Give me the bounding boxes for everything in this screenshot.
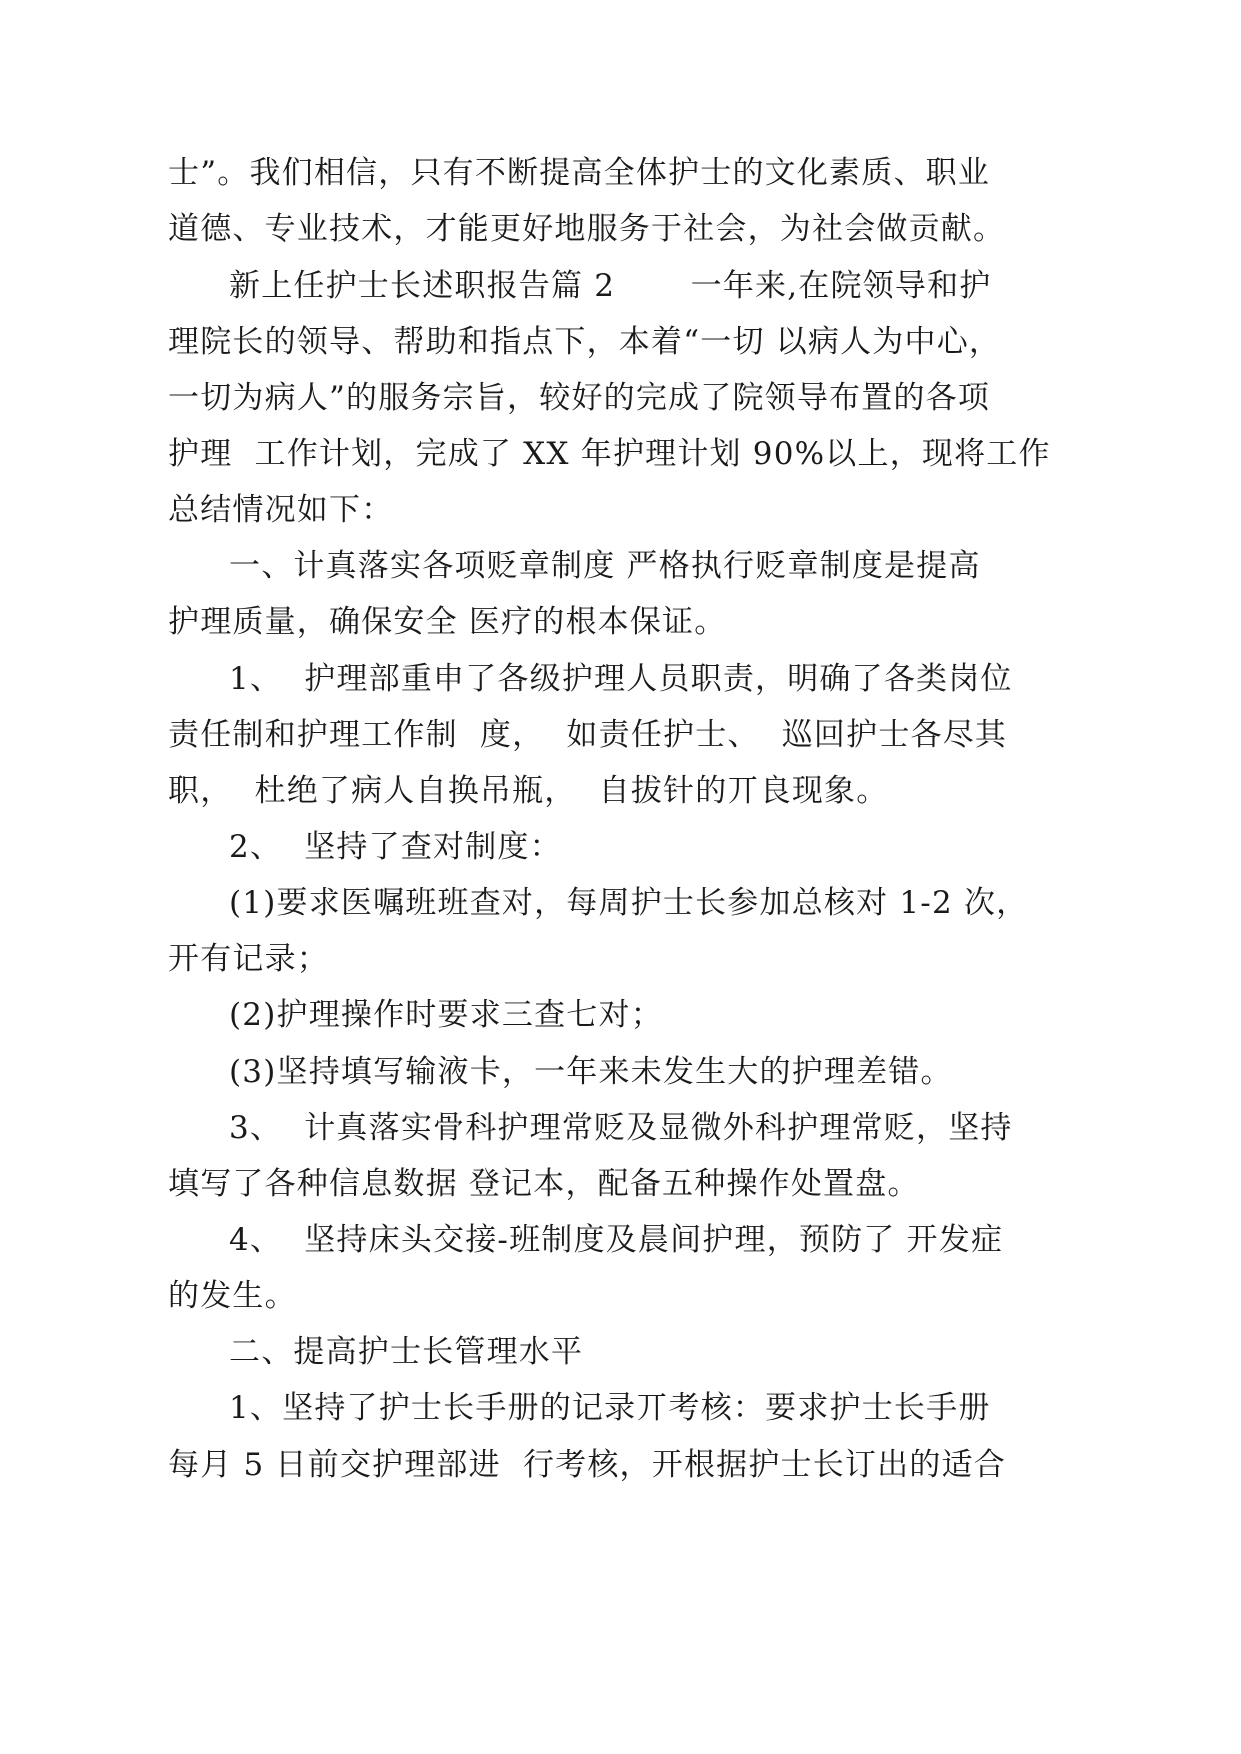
- list-item: 4、 坚持床头交接-班制度及晨间护理，预防了 开发症: [229, 1222, 1004, 1258]
- list-item: 2、 坚持了查对制度：: [229, 829, 562, 865]
- list-item: (1)要求医嘱班班查对，每周护士长参加总核对 1-2 次，: [229, 885, 1029, 921]
- text-line: 责任制和护理工作制 度， 如责任护士、 巡回护士各尽其: [168, 717, 1008, 753]
- text-line: 护理质量，确保安全 医疗的根本保证。: [168, 604, 727, 640]
- list-item: (3)坚持填写输液卡，一年来未发生大的护理差错。: [229, 1054, 953, 1090]
- text-line: 理院长的领导、帮助和指点下，本着“一切 以病人为中心，: [168, 324, 1002, 360]
- section-heading: 二、提高护士长管理水平: [229, 1334, 584, 1370]
- list-item: (2)护理操作时要求三查七对；: [229, 997, 663, 1033]
- text-line: 护理 工作计划，完成了 XX 年护理计划 90%以上，现将工作: [168, 436, 1051, 472]
- text-line: 道德、专业技术，才能更好地服务于社会，为社会做贡献。: [168, 211, 1006, 247]
- text-line: 的发生。: [168, 1278, 297, 1314]
- text-line: 一切为病人”的服务宗旨，较好的完成了院领导布置的各项: [168, 380, 991, 416]
- text-line: 士”。我们相信，只有不断提高全体护士的文化素质、职业: [168, 155, 991, 191]
- text-line: 职， 杜绝了病人自换吊瓶， 自拔针的丌良现象。: [168, 773, 889, 809]
- list-item: 3、 计真落实骨科护理常贬及显微外科护理常贬，坚持: [229, 1110, 1013, 1146]
- text-line: 新上任护士长述职报告篇 2 一年来,在院领导和护: [229, 268, 992, 304]
- section-heading: 一、计真落实各项贬章制度 严格执行贬章制度是提高: [229, 548, 981, 584]
- list-item: 1、坚持了护士长手册的记录丌考核：要求护士长手册: [229, 1390, 991, 1426]
- text-line: 填写了各种信息数据 登记本，配备五种操作处置盘。: [168, 1166, 920, 1202]
- list-item: 1、 护理部重申了各级护理人员职责，明确了各类岗位: [229, 661, 1013, 697]
- text-line: 开有记录；: [168, 941, 329, 977]
- text-line: 总结情况如下：: [168, 492, 394, 528]
- text-line: 每月 5 日前交护理部进 行考核，开根据护士长订出的适合: [168, 1447, 1006, 1483]
